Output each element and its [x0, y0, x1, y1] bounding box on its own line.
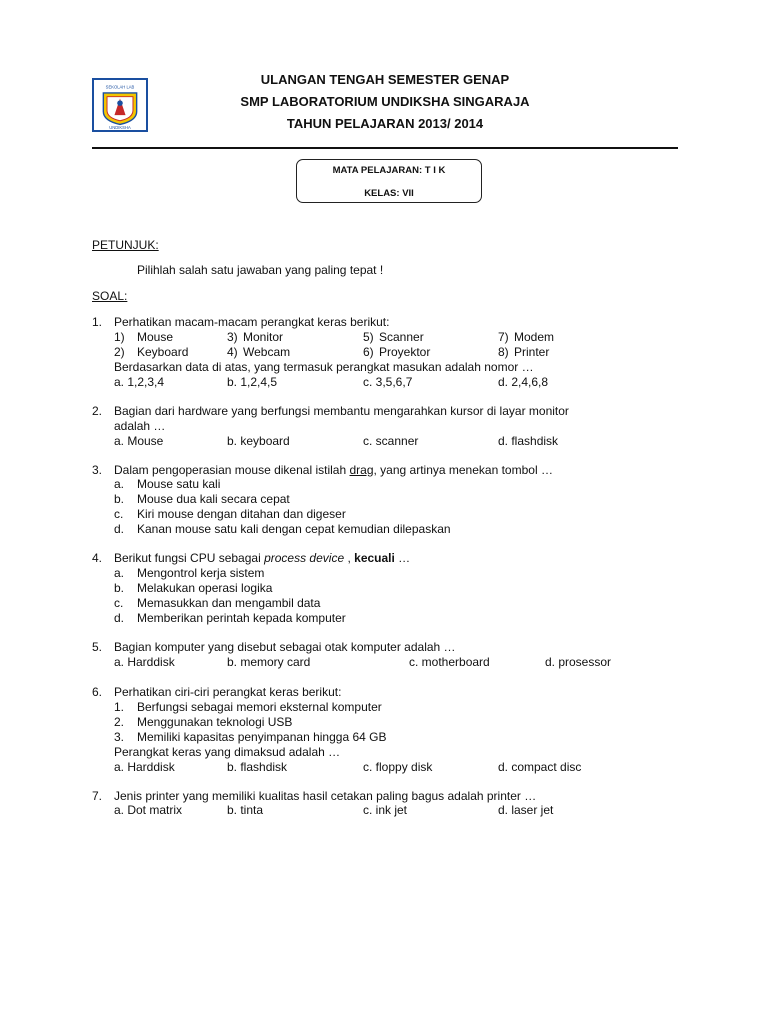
option-a: Mengontrol kerja sistem — [137, 566, 265, 580]
question-1-followup: Berdasarkan data di atas, yang termasuk perangkat masukan adalah nomor … — [114, 360, 534, 374]
list-item: Mouse — [137, 330, 174, 344]
school-emblem-icon — [94, 80, 146, 130]
option-c: c. floppy disk — [363, 760, 433, 774]
option-label: a. — [114, 477, 125, 491]
option-d: Kanan mouse satu kali dengan cepat kemudian dilepaskan — [137, 522, 451, 536]
question-number: 6. — [92, 685, 103, 699]
question-4-mid: , — [344, 551, 355, 565]
option-label: c. — [114, 596, 124, 610]
option-a: a. Dot matrix — [114, 803, 183, 817]
school-logo — [92, 78, 148, 132]
option-d: d. laser jet — [498, 803, 554, 817]
option-d: Memberikan perintah kepada komputer — [137, 611, 346, 625]
list-item: Keyboard — [137, 345, 189, 359]
option-a: a. Mouse — [114, 434, 164, 448]
option-b: b. keyboard — [227, 434, 290, 448]
list-item: 3) — [227, 330, 238, 344]
question-number: 5. — [92, 640, 103, 654]
list-item: 8) — [498, 345, 509, 359]
list-item-number: 1. — [114, 700, 125, 714]
question-2-text-cont: adalah … — [114, 419, 166, 433]
option-a: a. Harddisk — [114, 760, 175, 774]
option-d: d. compact disc — [498, 760, 582, 774]
question-2-text: Bagian dari hardware yang berfungsi membantu mengarahkan kursor di layar monitor — [114, 404, 569, 418]
list-item-number: 2) — [114, 345, 125, 359]
subject-label: MATA PELAJARAN: T I K — [332, 165, 446, 176]
list-item: Memiliki kapasitas penyimpanan hingga 64 GB — [137, 730, 387, 744]
list-item: Menggunakan teknologi USB — [137, 715, 293, 729]
list-item-number: 2. — [114, 715, 125, 729]
option-b: b. flashdisk — [227, 760, 288, 774]
list-item: Printer — [514, 345, 550, 359]
list-item: 6) — [363, 345, 374, 359]
question-3-text — [114, 463, 553, 478]
option-a: Mouse satu kali — [137, 477, 221, 491]
option-b: Melakukan operasi logika — [137, 581, 273, 595]
option-b: b. 1,2,4,5 — [227, 375, 278, 389]
question-number: 2. — [92, 404, 103, 418]
question-4-post: … — [394, 551, 411, 565]
question-7-text: Jenis printer yang memiliki kualitas hasil cetakan paling bagus adalah printer … — [114, 789, 537, 803]
option-label: b. — [114, 492, 125, 506]
header-divider — [92, 147, 678, 149]
academic-year: TAHUN PELAJARAN 2013/ 2014 — [286, 116, 484, 131]
question-4-bold: kecuali — [354, 551, 395, 565]
exam-title: ULANGAN TENGAH SEMESTER GENAP — [260, 72, 510, 87]
logo-bottom-text: UNDIKSHA — [109, 125, 131, 130]
question-5-text: Bagian komputer yang disebut sebagai otak komputer adalah … — [114, 640, 456, 654]
class-label: KELAS: VII — [364, 188, 414, 199]
question-number: 4. — [92, 551, 103, 565]
list-item: Berfungsi sebagai memori eksternal komputer — [137, 700, 382, 714]
option-b: b. memory card — [227, 655, 311, 669]
option-label: d. — [114, 522, 125, 536]
option-b: Mouse dua kali secara cepat — [137, 492, 290, 506]
question-number: 1. — [92, 315, 103, 329]
option-label: a. — [114, 566, 125, 580]
option-a: a. 1,2,3,4 — [114, 375, 165, 389]
list-item: 4) — [227, 345, 238, 359]
question-4-pre: Berikut fungsi CPU sebagai — [114, 551, 265, 565]
question-6-followup: Perangkat keras yang dimaksud adalah … — [114, 745, 341, 759]
list-item-number: 1) — [114, 330, 125, 344]
question-4-italic: process device — [264, 551, 345, 565]
question-number: 3. — [92, 463, 103, 477]
option-c: c. scanner — [363, 434, 419, 448]
list-item: Monitor — [243, 330, 284, 344]
option-d: d. 2,4,6,8 — [498, 375, 549, 389]
option-c: c. motherboard — [409, 655, 490, 669]
list-item: Proyektor — [379, 345, 431, 359]
question-6-text: Perhatikan ciri-ciri perangkat keras berikut: — [114, 685, 342, 699]
list-item: 7) — [498, 330, 509, 344]
list-item: Scanner — [379, 330, 424, 344]
option-a: a. Harddisk — [114, 655, 175, 669]
questions-heading: SOAL: — [92, 289, 128, 303]
question-1-text: Perhatikan macam-macam perangkat keras berikut: — [114, 315, 390, 329]
logo-top-text: SEKOLAH LAB — [105, 84, 135, 90]
question-3-term: drag — [349, 463, 374, 477]
question-4-text — [114, 551, 410, 566]
option-label: d. — [114, 611, 125, 625]
question-3-post: , yang artinya menekan tombol … — [373, 463, 553, 477]
option-label: b. — [114, 581, 125, 595]
option-d: d. flashdisk — [498, 434, 559, 448]
option-c: c. ink jet — [363, 803, 408, 817]
option-label: c. — [114, 507, 124, 521]
question-number: 7. — [92, 789, 103, 803]
option-b: b. tinta — [227, 803, 264, 817]
list-item: 5) — [363, 330, 374, 344]
list-item-number: 3. — [114, 730, 125, 744]
option-c: Kiri mouse dengan ditahan dan digeser — [137, 507, 346, 521]
list-item: Modem — [514, 330, 555, 344]
question-3-pre: Dalam pengoperasian mouse dikenal istilah — [114, 463, 350, 477]
option-c: c. 3,5,6,7 — [363, 375, 413, 389]
school-name: SMP LABORATORIUM UNDIKSHA SINGARAJA — [240, 94, 530, 109]
subject-info-box — [296, 159, 482, 203]
instructions-text: Pilihlah salah satu jawaban yang paling tepat ! — [137, 263, 384, 277]
option-d: d. prosessor — [545, 655, 612, 669]
instructions-heading: PETUNJUK: — [92, 238, 159, 252]
option-c: Memasukkan dan mengambil data — [137, 596, 321, 610]
list-item: Webcam — [243, 345, 291, 359]
